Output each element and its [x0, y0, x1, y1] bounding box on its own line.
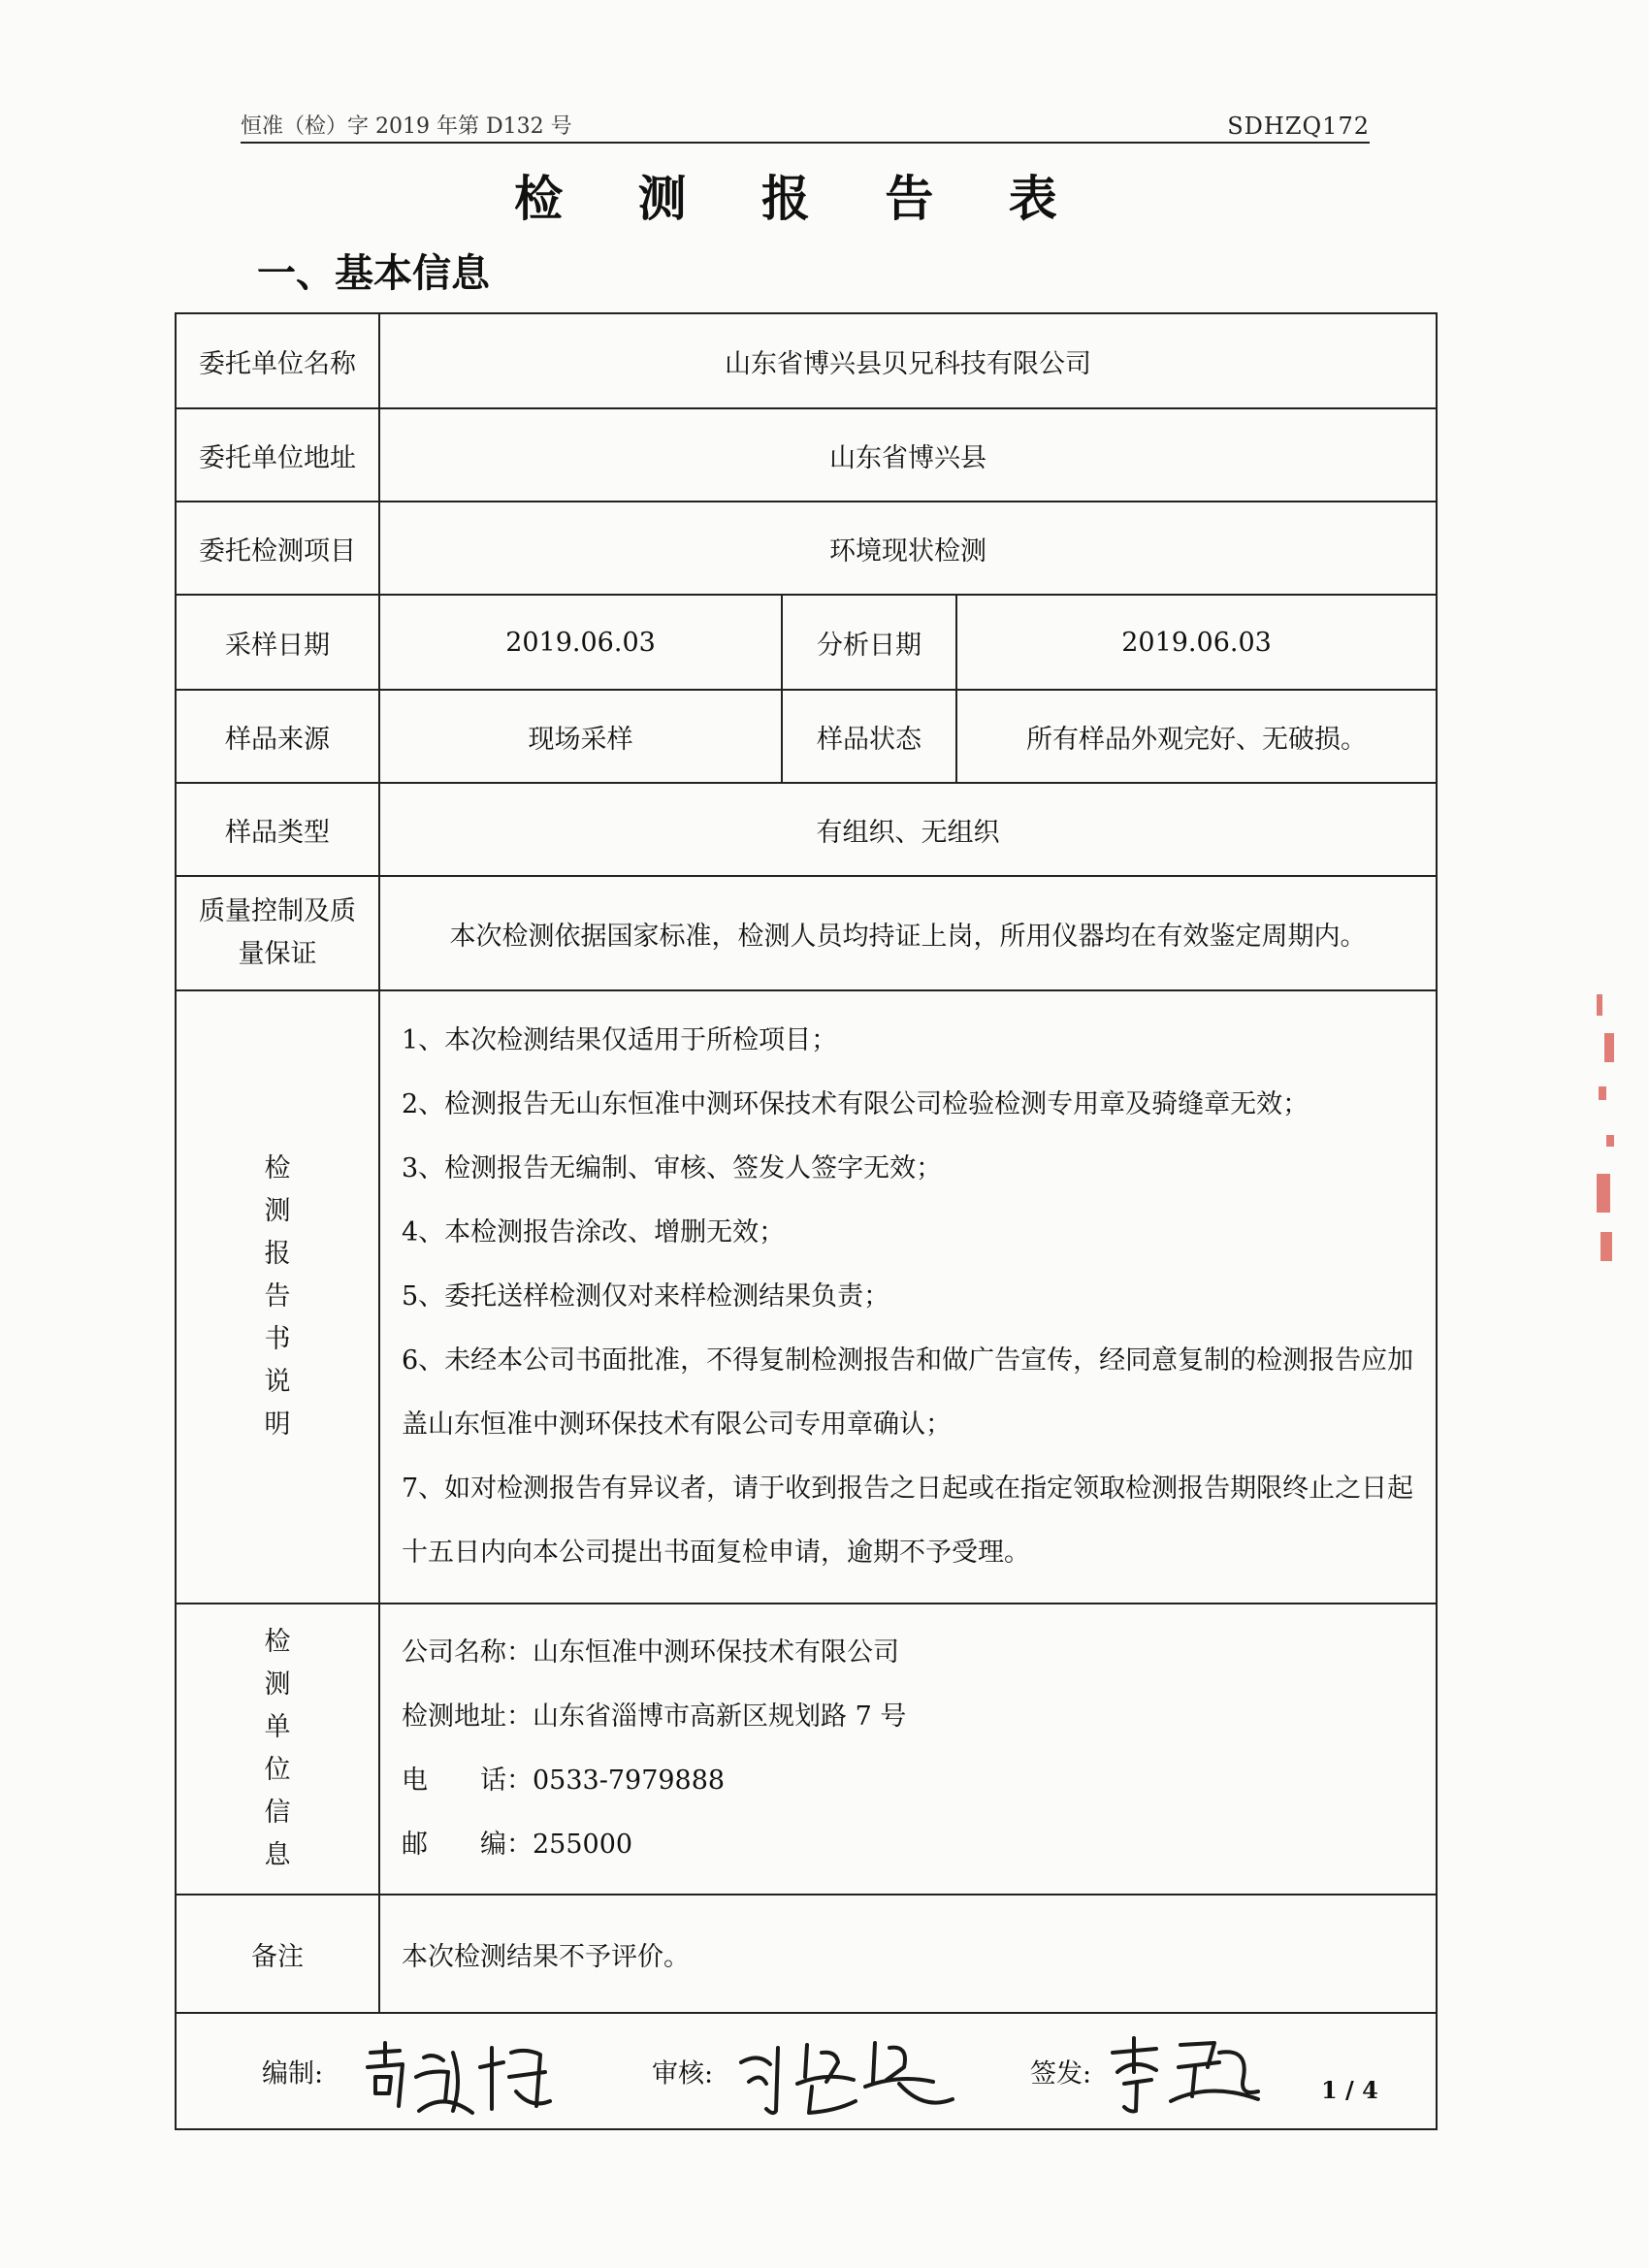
list-item: 4、本检测报告涂改、增删无效； — [402, 1217, 786, 1247]
vertical-label-char: 信 — [264, 1798, 291, 1828]
vertical-label-char: 单 — [264, 1712, 291, 1742]
page-title: 检 测 报 告 表 — [514, 170, 1086, 227]
table-row — [176, 876, 1437, 990]
vertical-label-char: 书 — [264, 1324, 291, 1354]
issued-signature — [1103, 2024, 1277, 2121]
lab-company: 公司名称：山东恒准中测环保技术有限公司 — [402, 1637, 899, 1668]
report-notes-list — [379, 990, 1437, 1604]
section-title: 一、基本信息 — [257, 250, 490, 296]
vertical-label-char: 检 — [264, 1627, 291, 1657]
test-item-value: 环境现状检测 — [379, 502, 1437, 595]
compiled-label: 编制: — [262, 2058, 324, 2090]
analysis-date-value: 2019.06.03 — [956, 595, 1437, 690]
table-row — [176, 313, 1437, 408]
vertical-label-char: 告 — [264, 1281, 291, 1312]
sampling-date-value: 2019.06.03 — [379, 595, 782, 690]
remarks-label: 备注 — [176, 1895, 379, 2013]
qc-label: 质量控制及质量保证 — [176, 876, 379, 990]
table-row — [176, 990, 1437, 1604]
sampling-date-label: 采样日期 — [176, 595, 379, 690]
basic-info-table — [175, 312, 1438, 2130]
reviewed-signature — [729, 2024, 962, 2121]
vertical-label — [177, 1621, 378, 1877]
vertical-label-char: 明 — [264, 1409, 291, 1440]
seam-stamp-fragment — [1591, 989, 1620, 1280]
vertical-label — [177, 1148, 378, 1446]
table-row — [176, 502, 1437, 595]
client-name-value: 山东省博兴县贝兄科技有限公司 — [379, 313, 1437, 408]
lab-phone: 电 话：0533-7979888 — [402, 1766, 726, 1796]
vertical-label-char: 测 — [264, 1669, 291, 1700]
table-row — [176, 1895, 1437, 2013]
list-item: 3、检测报告无编制、审核、签发人签字无效； — [402, 1153, 943, 1183]
sample-source-value: 现场采样 — [379, 690, 782, 783]
table-row — [176, 1604, 1437, 1895]
analysis-date-label: 分析日期 — [782, 595, 956, 690]
vertical-label-char: 报 — [264, 1239, 291, 1269]
list-item: 6、未经本公司书面批准，不得复制检测报告和做广告宣传，经同意复制的检测报告应加盖山东恒准中测环保技术有限公司专用章确认； — [402, 1345, 1414, 1440]
table-row — [176, 690, 1437, 783]
document-code: SDHZQ172 — [1227, 113, 1370, 140]
sample-source-label: 样品来源 — [176, 690, 379, 783]
vertical-label-char: 检 — [264, 1153, 291, 1183]
sample-type-label: 样品类型 — [176, 783, 379, 876]
client-address-value: 山东省博兴县 — [379, 408, 1437, 502]
page-header — [241, 109, 1370, 144]
remarks-value: 本次检测结果不予评价。 — [379, 1895, 1437, 2013]
report-number: 恒准（检）字 2019 年第 D132 号 — [241, 114, 572, 139]
report-notes-label — [176, 990, 379, 1604]
list-item: 5、委托送样检测仅对来样检测结果负责； — [402, 1281, 890, 1312]
issued-label: 签发: — [1030, 2058, 1092, 2090]
table-row — [176, 2013, 1437, 2129]
reviewed-label: 审核: — [652, 2058, 714, 2090]
list-item: 7、如对检测报告有异议者，请于收到报告之日起或在指定领取检测报告期限终止之日起十五日内向本公司提出书面复检申请，逾期不予受理。 — [402, 1474, 1414, 1568]
lab-info-label — [176, 1604, 379, 1895]
list-item: 1、本次检测结果仅适用于所检项目； — [402, 1025, 838, 1055]
lab-info-block — [379, 1604, 1437, 1895]
client-address-label: 委托单位地址 — [176, 408, 379, 502]
sample-state-value: 所有样品外观完好、无破损。 — [956, 690, 1437, 783]
compiled-signature — [356, 2024, 560, 2121]
table-row — [176, 408, 1437, 502]
client-name-label: 委托单位名称 — [176, 313, 379, 408]
vertical-label-char: 测 — [264, 1196, 291, 1226]
vertical-label-char: 息 — [264, 1840, 291, 1870]
sample-state-label: 样品状态 — [782, 690, 956, 783]
lab-postcode: 邮 编：255000 — [402, 1830, 633, 1860]
table-row — [176, 783, 1437, 876]
test-item-label: 委托检测项目 — [176, 502, 379, 595]
qc-value: 本次检测依据国家标准，检测人员均持证上岗，所用仪器均在有效鉴定周期内。 — [379, 876, 1437, 990]
vertical-label-char: 位 — [264, 1755, 291, 1785]
table-row — [176, 595, 1437, 690]
vertical-label-char: 说 — [264, 1367, 291, 1397]
sample-type-value: 有组织、无组织 — [379, 783, 1437, 876]
page-number: 1 / 4 — [1321, 2076, 1378, 2104]
lab-address: 检测地址：山东省淄博市高新区规划路 7 号 — [402, 1701, 907, 1732]
list-item: 2、检测报告无山东恒准中测环保技术有限公司检验检测专用章及骑缝章无效； — [402, 1089, 1310, 1119]
signature-row — [176, 2013, 1437, 2129]
